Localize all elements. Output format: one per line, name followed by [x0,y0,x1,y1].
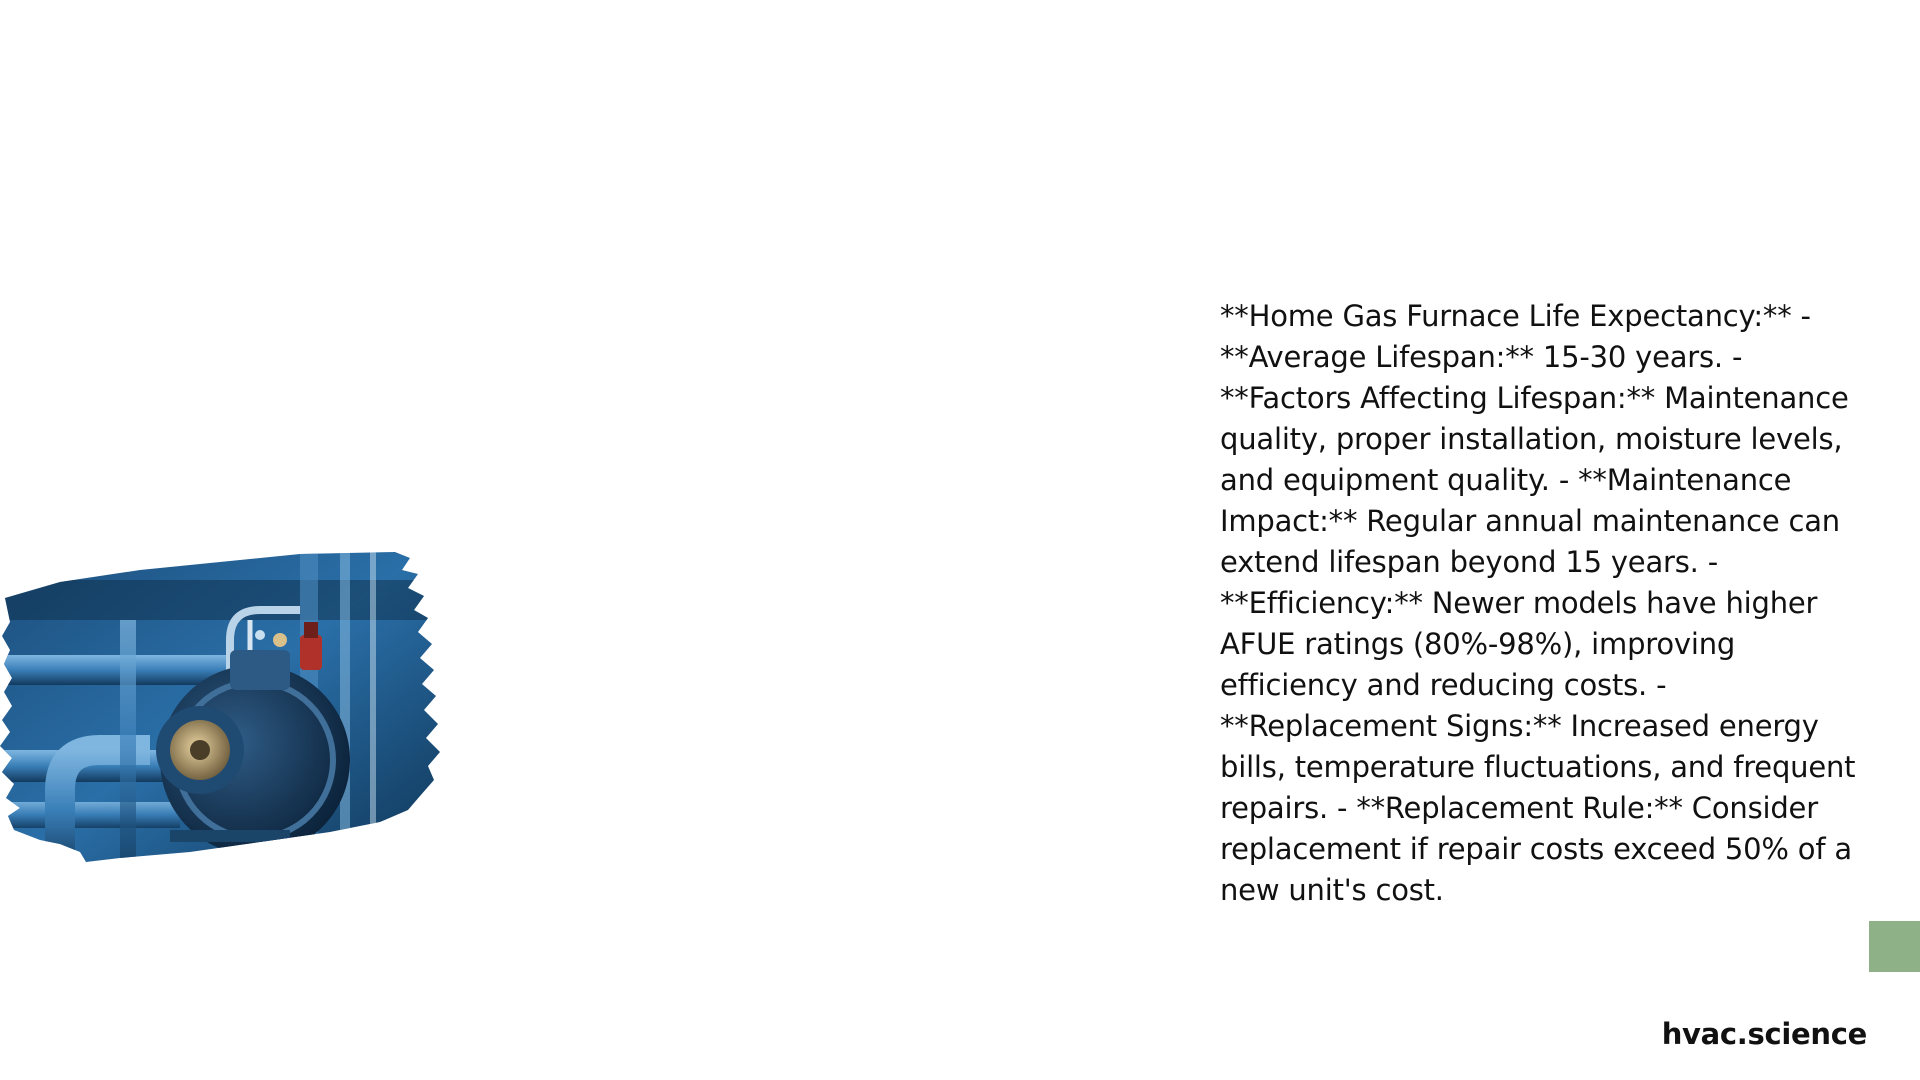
site-brand: hvac.science [1661,1017,1867,1051]
furnace-photo [0,540,440,870]
furnace-life-expectancy-text: **Home Gas Furnace Life Expectancy:** - **Average Lifespan:** 15-30 years. - **Factors Affecting Lifespan:** Maintenance quality, proper installation, moisture levels, and equipment quality. - **Maintenance Impact:** Regular annual maintenance can extend lifespan beyond 15 years. - **Efficiency:** Newer models have higher AFUE ratings (80%-98%), improving efficiency and reducing costs. - **Replacement Signs:** Increased energy bills, temperature fluctuations, and frequent repairs. - **Replacement Rule:** Consider replacement if repair costs exceed 50% of a new unit's cost. [1220,299,1856,907]
furnace-photo-illustration [0,540,440,870]
accent-square [1869,921,1920,972]
